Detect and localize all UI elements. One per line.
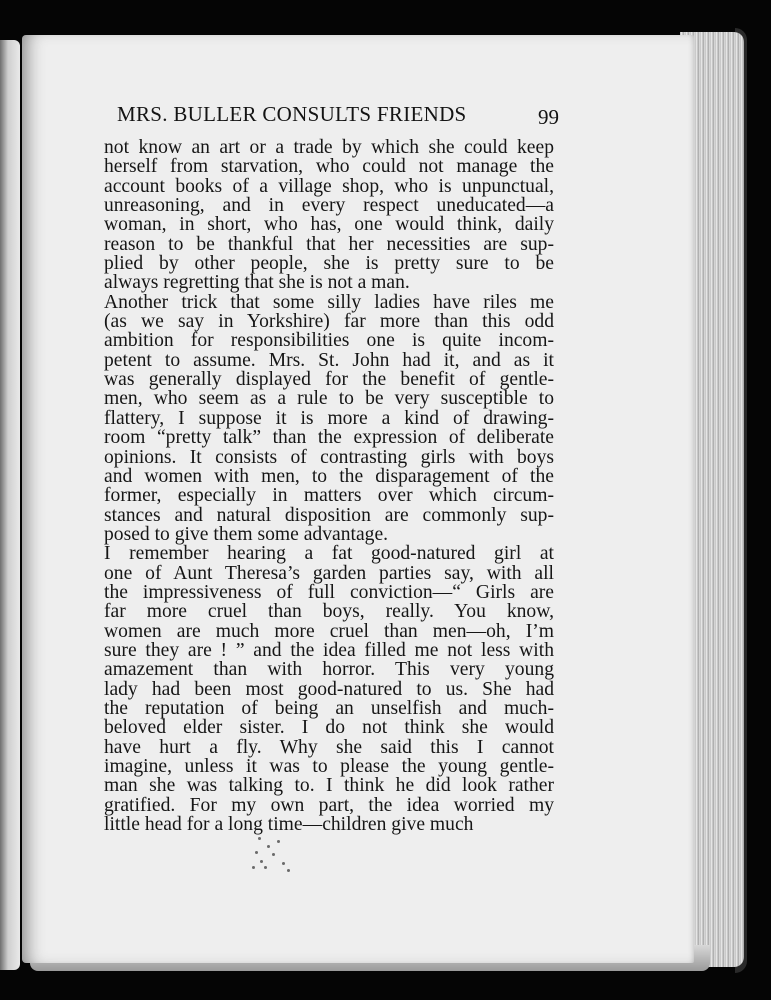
text-line: one of Aunt Theresa’s garden parties say, with all xyxy=(104,562,554,584)
text-line: petent to assume. Mrs. St. John had it, and as it xyxy=(104,349,554,371)
text-line: man she was talking to. I think he did look rather xyxy=(104,775,554,797)
text-line: plied by other people, she is pretty sure to be xyxy=(104,253,554,275)
text-line: little head for a long time—children give much xyxy=(104,814,474,836)
text-line: room “pretty talk” than the expression of deliberate xyxy=(104,427,554,449)
text-line: far more cruel than boys, really. You know, xyxy=(104,601,554,623)
text-line: stances and natural disposition are commonly sup- xyxy=(104,504,554,526)
text-line: amazement than with horror. This very young xyxy=(104,659,554,681)
text-line: imagine, unless it was to please the young gentle- xyxy=(104,756,554,777)
text-line: lady had been most good-natured to us. She had xyxy=(104,678,554,700)
text-line: was generally displayed for the benefit of gentle- xyxy=(104,369,554,391)
running-head: MRS. BULLER CONSULTS FRIENDS xyxy=(117,102,467,126)
text-line: sure they are ! ” and the idea filled me not less with xyxy=(104,639,554,661)
text-line: the impressiveness of full conviction—“ Girls are xyxy=(104,581,554,603)
text-line: women are much more cruel than men—oh, I’m xyxy=(104,620,554,642)
text-line: men, who seem as a rule to be very susceptible to xyxy=(104,388,554,410)
text-line: herself from starvation, who could not manage the xyxy=(104,156,554,178)
text-line: woman, in short, who has, one would think, daily xyxy=(104,214,554,236)
text-line: account books of a village shop, who is unpunctual, xyxy=(104,175,554,197)
text-line: not know an art or a trade by which she could keep xyxy=(104,137,554,158)
text-line: Another trick that some silly ladies have riles me xyxy=(104,291,554,313)
text-line: opinions. It consists of contrasting girls with boys xyxy=(104,446,554,468)
text-line: posed to give them some advantage. xyxy=(104,523,389,545)
text-line: unreasoning, and in every respect uneducated—a xyxy=(104,195,554,217)
print-specks xyxy=(250,835,295,875)
text-line: and women with men, to the disparagement of the xyxy=(104,465,554,487)
text-line: flattery, I suppose it is more a kind of drawing- xyxy=(104,407,554,429)
facing-page-edge xyxy=(0,40,20,970)
page-header xyxy=(100,100,560,130)
text-line: I remember hearing a fat good-natured girl at xyxy=(104,543,554,565)
body-text xyxy=(104,138,554,834)
text-line: gratified. For my own part, the idea worried my xyxy=(104,794,554,816)
text-line: former, especially in matters over which circum- xyxy=(104,485,554,507)
page-number: 99 xyxy=(538,105,559,129)
text-line: have hurt a fly. Why she said this I cannot xyxy=(104,736,554,758)
text-line: ambition for responsibilities one is quite incom- xyxy=(104,330,554,352)
text-line: (as we say in Yorkshire) far more than this odd xyxy=(104,311,554,333)
text-line: the reputation of being an unselfish and much- xyxy=(104,697,554,719)
text-line: beloved elder sister. I do not think she would xyxy=(104,717,554,739)
text-line: always regretting that she is not a man. xyxy=(104,272,410,294)
text-line: reason to be thankful that her necessities are sup- xyxy=(104,233,554,255)
